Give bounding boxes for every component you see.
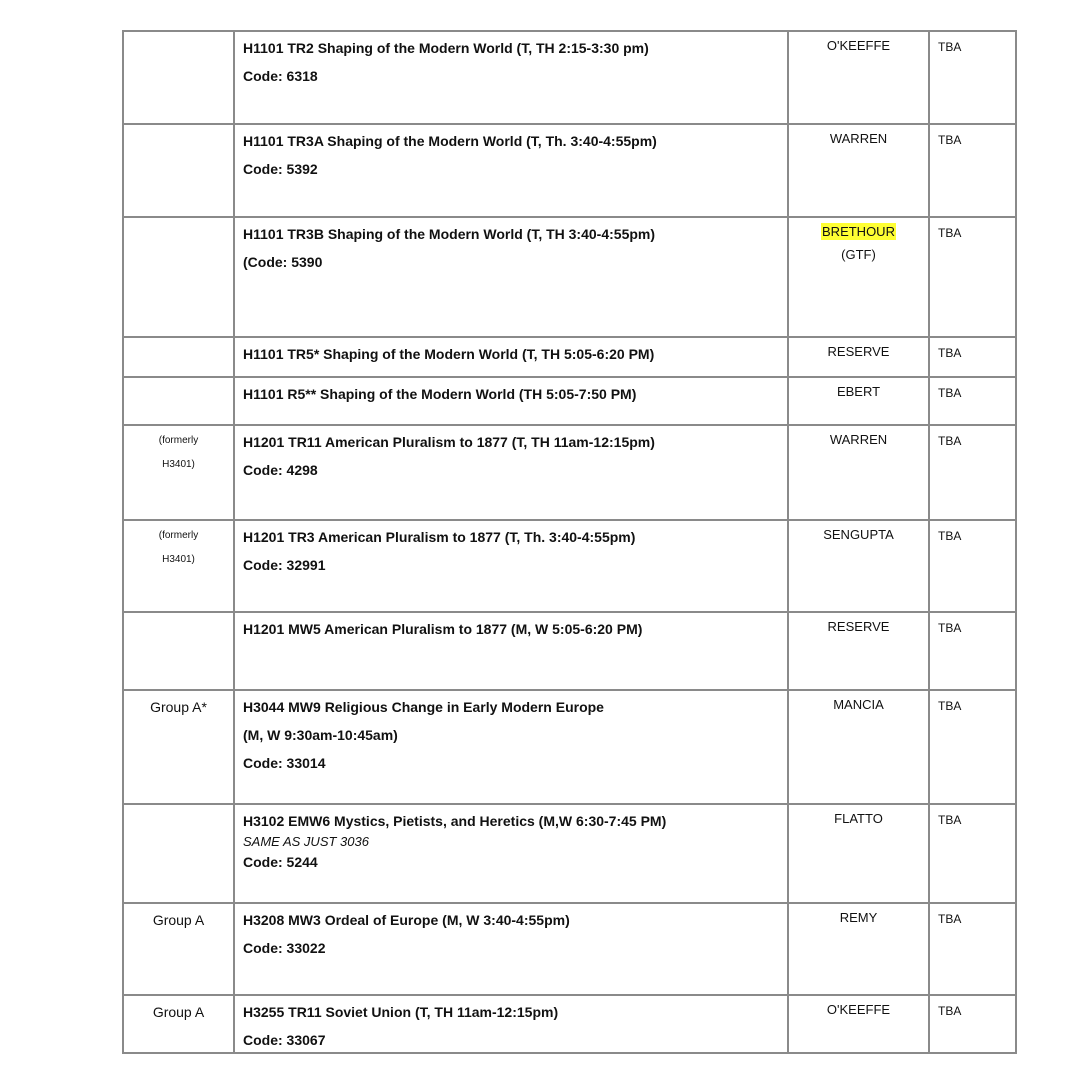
room-value: TBA: [938, 912, 962, 926]
room-cell: [929, 377, 1016, 425]
instructor-name: O'KEEFFE: [826, 38, 891, 53]
room-cell: [929, 690, 1016, 804]
course-schedule-table: [122, 30, 1017, 1054]
room-value: TBA: [938, 621, 962, 635]
instructor-note: (GTF): [841, 247, 876, 262]
table-row: [123, 690, 1016, 804]
room-value: TBA: [938, 226, 962, 240]
group-cell: [123, 217, 234, 337]
room-value: TBA: [938, 699, 962, 713]
group-label: Group A: [152, 1004, 205, 1020]
group-cell: [123, 612, 234, 690]
course-cell: [234, 217, 788, 337]
course-cell: [234, 690, 788, 804]
room-cell: [929, 337, 1016, 377]
room-value: TBA: [938, 1004, 962, 1018]
course-code: Code: 33014: [243, 755, 326, 771]
room-cell: [929, 31, 1016, 124]
course-code: Code: 32991: [243, 557, 326, 573]
course-code: Code: 5392: [243, 161, 318, 177]
course-title: H1101 TR3A Shaping of the Modern World (T, Th. 3:40-4:55pm): [243, 133, 657, 149]
room-value: TBA: [938, 346, 962, 360]
course-title: H3208 MW3 Ordeal of Europe (M, W 3:40-4:55pm): [243, 912, 570, 928]
instructor-cell: [788, 31, 929, 124]
room-value: TBA: [938, 813, 962, 827]
course-title: H1101 TR2 Shaping of the Modern World (T, TH 2:15-3:30 pm): [243, 40, 649, 56]
group-cell: [123, 377, 234, 425]
instructor-cell: [788, 124, 929, 217]
instructor-cell: [788, 690, 929, 804]
course-code: (Code: 5390: [243, 254, 323, 270]
table-row: [123, 31, 1016, 124]
course-cell: [234, 804, 788, 903]
group-cell: [123, 690, 234, 804]
course-title: H3044 MW9 Religious Change in Early Modern Europe: [243, 699, 604, 715]
group-cell: [123, 995, 234, 1053]
table-row: [123, 995, 1016, 1053]
course-code: Code: 33022: [243, 940, 326, 956]
course-code: Code: 5244: [243, 854, 318, 870]
group-cell: [123, 903, 234, 995]
group-label: (formerly H3401): [158, 530, 199, 565]
course-cell: [234, 520, 788, 612]
course-cell: [234, 337, 788, 377]
instructor-name: RESERVE: [827, 619, 890, 634]
course-code: Code: 33067: [243, 1032, 326, 1048]
table-row: [123, 377, 1016, 425]
course-cell: [234, 377, 788, 425]
room-cell: [929, 995, 1016, 1053]
course-cell: [234, 995, 788, 1053]
table-row: [123, 804, 1016, 903]
room-cell: [929, 903, 1016, 995]
instructor-name: MANCIA: [833, 697, 884, 712]
course-code: Code: 6318: [243, 68, 318, 84]
instructor-name: EBERT: [836, 384, 881, 399]
instructor-name: FLATTO: [834, 811, 883, 826]
group-label: Group A: [152, 912, 205, 928]
group-cell: [123, 425, 234, 520]
instructor-name: REMY: [839, 910, 878, 925]
course-title: H1201 TR11 American Pluralism to 1877 (T, TH 11am-12:15pm): [243, 434, 655, 450]
room-value: TBA: [938, 529, 962, 543]
course-title: H3102 EMW6 Mystics, Pietists, and Heretics (M,W 6:30-7:45 PM): [243, 813, 667, 829]
table-row: [123, 217, 1016, 337]
room-value: TBA: [938, 133, 962, 147]
instructor-cell: [788, 804, 929, 903]
instructor-cell: [788, 337, 929, 377]
course-title: H1101 TR3B Shaping of the Modern World (T, TH 3:40-4:55pm): [243, 226, 656, 242]
table-row: [123, 520, 1016, 612]
instructor-name: WARREN: [829, 131, 888, 146]
instructor-name: O'KEEFFE: [826, 1002, 891, 1017]
course-title: H1201 MW5 American Pluralism to 1877 (M, W 5:05-6:20 PM): [243, 621, 643, 637]
group-cell: [123, 337, 234, 377]
course-code: Code: 4298: [243, 462, 318, 478]
group-label: (formerly H3401): [158, 435, 199, 470]
room-cell: [929, 124, 1016, 217]
course-cell: [234, 612, 788, 690]
instructor-cell: [788, 520, 929, 612]
table-row: [123, 425, 1016, 520]
course-cell: [234, 31, 788, 124]
instructor-name: SENGUPTA: [823, 527, 894, 542]
room-cell: [929, 520, 1016, 612]
instructor-cell: [788, 425, 929, 520]
course-cell: [234, 124, 788, 217]
instructor-name: WARREN: [829, 432, 888, 447]
room-cell: [929, 612, 1016, 690]
room-value: TBA: [938, 386, 962, 400]
course-cell: [234, 903, 788, 995]
table-row: [123, 124, 1016, 217]
instructor-cell: [788, 995, 929, 1053]
cross-listing-note: SAME AS JUST 3036: [243, 834, 369, 849]
course-title: H1101 R5** Shaping of the Modern World (TH 5:05-7:50 PM): [243, 386, 637, 402]
course-time: (M, W 9:30am-10:45am): [243, 727, 398, 743]
group-cell: [123, 124, 234, 217]
instructor-cell: [788, 217, 929, 337]
course-title: H1101 TR5* Shaping of the Modern World (T, TH 5:05-6:20 PM): [243, 346, 655, 362]
instructor-name: RESERVE: [827, 344, 890, 359]
table-row: [123, 612, 1016, 690]
room-cell: [929, 425, 1016, 520]
room-cell: [929, 217, 1016, 337]
room-value: TBA: [938, 434, 962, 448]
group-cell: [123, 804, 234, 903]
instructor-cell: [788, 377, 929, 425]
table-row: [123, 903, 1016, 995]
highlighted-instructor-name: BRETHOUR: [822, 224, 895, 239]
instructor-cell: [788, 612, 929, 690]
room-cell: [929, 804, 1016, 903]
instructor-cell: [788, 903, 929, 995]
group-cell: [123, 520, 234, 612]
group-cell: [123, 31, 234, 124]
course-title: H1201 TR3 American Pluralism to 1877 (T, Th. 3:40-4:55pm): [243, 529, 636, 545]
instructor-name: [789, 224, 928, 240]
table-row: [123, 337, 1016, 377]
group-label: Group A*: [150, 699, 207, 715]
room-value: TBA: [938, 40, 962, 54]
course-title: H3255 TR11 Soviet Union (T, TH 11am-12:15pm): [243, 1004, 559, 1020]
course-cell: [234, 425, 788, 520]
